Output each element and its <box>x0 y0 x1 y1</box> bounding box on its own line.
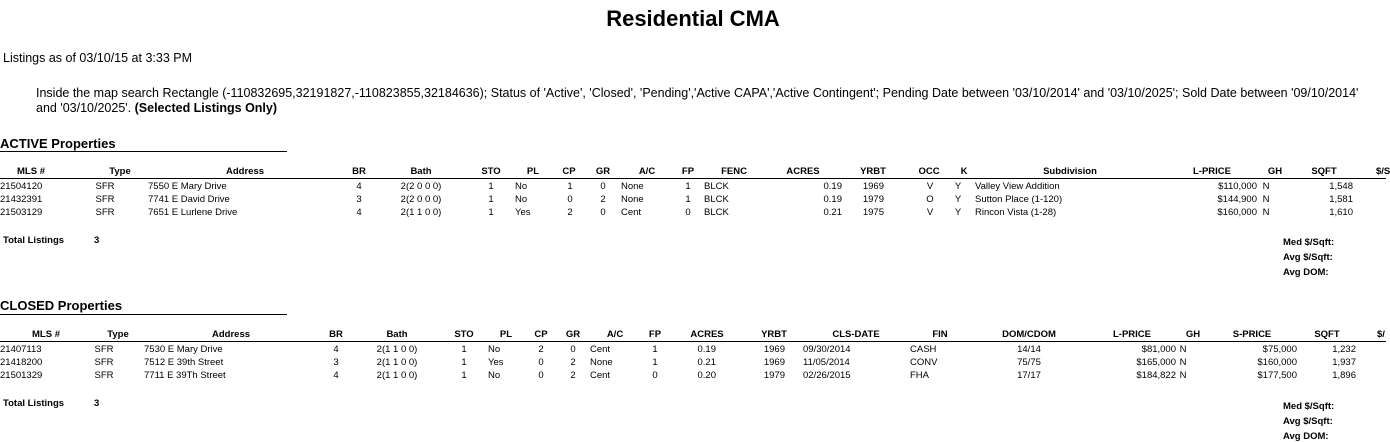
active-column-header: PL <box>526 166 540 177</box>
table-cell: Cent <box>621 207 642 218</box>
search-criteria <box>36 86 1381 116</box>
table-cell: No <box>488 344 501 355</box>
table-cell: 7550 E Mary Drive <box>148 181 227 192</box>
table-cell: Valley View Addition <box>975 181 1060 192</box>
table-cell: 4 <box>333 370 339 381</box>
table-cell: $184,822 <box>1136 370 1176 381</box>
table-cell: SFR <box>94 357 114 368</box>
table-cell: 0 <box>538 357 544 368</box>
active-column-header: L-PRICE <box>1193 166 1231 177</box>
table-cell: 1,896 <box>1332 370 1356 381</box>
closed-column-header: MLS # <box>32 329 60 340</box>
table-cell: 1,937 <box>1332 357 1356 368</box>
table-cell: None <box>621 194 644 205</box>
table-cell: N <box>1262 194 1270 205</box>
table-cell: $160,000 <box>1217 207 1257 218</box>
closed-column-header: S-PRICE <box>1232 329 1272 340</box>
table-cell: $165,000 <box>1136 357 1176 368</box>
table-cell: 2 <box>567 207 573 218</box>
table-cell: 0 <box>538 370 544 381</box>
table-cell: 1 <box>488 207 494 218</box>
active-column-header: FP <box>681 166 695 177</box>
closed-column-header: FIN <box>932 329 948 340</box>
active-column-header: BR <box>352 166 366 177</box>
active-column-header: YRBT <box>860 166 886 177</box>
active-column-header: ACRES <box>786 166 820 177</box>
closed-column-header: FP <box>648 329 662 340</box>
closed-column-header: YRBT <box>761 329 787 340</box>
closed-column-header: Bath <box>386 329 408 340</box>
table-cell: 4 <box>356 207 362 218</box>
table-cell: V <box>926 207 934 218</box>
table-cell: Cent <box>590 344 611 355</box>
table-cell: N <box>1262 181 1270 192</box>
closed-column-header: GR <box>565 329 581 340</box>
table-cell: 0.20 <box>697 370 716 381</box>
table-cell: Yes <box>488 357 504 368</box>
active-column-header: MLS # <box>17 166 45 177</box>
table-cell: 21503129 <box>0 207 43 218</box>
table-cell: 7741 E David Drive <box>148 194 230 205</box>
table-cell: O <box>926 194 934 205</box>
table-cell: BLCK <box>704 207 729 218</box>
table-cell: 2(1 1 0 0) <box>376 344 418 355</box>
active-column-header: Address <box>225 166 265 177</box>
table-cell: 1 <box>488 181 494 192</box>
table-cell: CONV <box>910 357 938 368</box>
active-column-header: Type <box>109 166 131 177</box>
active-column-header: A/C <box>638 166 656 177</box>
active-column-header: Bath <box>410 166 432 177</box>
table-cell: 1 <box>652 357 658 368</box>
table-cell: 0 <box>600 181 606 192</box>
table-cell: SFR <box>95 207 115 218</box>
table-cell: Yes <box>515 207 531 218</box>
table-cell: 21432391 <box>0 194 43 205</box>
closed-column-header: L-PRICE <box>1113 329 1151 340</box>
table-cell: $144,900 <box>1217 194 1257 205</box>
table-cell: 1 <box>461 357 467 368</box>
closed-column-header: DOM/CDOM <box>1002 329 1056 340</box>
active-total-value: 3 <box>94 235 100 246</box>
active-column-header: GR <box>595 166 611 177</box>
table-cell: 0 <box>652 370 658 381</box>
active-column-header: $/S <box>1376 166 1390 177</box>
table-cell: Rincon Vista (1-28) <box>975 207 1057 218</box>
table-cell: $177,500 <box>1257 370 1297 381</box>
closed-avg-dom: Avg DOM: <box>1283 431 1329 442</box>
table-cell: 1 <box>461 344 467 355</box>
table-cell: 1,610 <box>1329 207 1353 218</box>
active-heading-rule <box>0 151 287 152</box>
closed-column-header: STO <box>454 329 474 340</box>
active-avg-sqft: Avg $/Sqft: <box>1283 252 1333 263</box>
table-cell: SFR <box>95 181 115 192</box>
table-cell: 0.19 <box>823 181 842 192</box>
table-cell: 2(1 1 0 0) <box>376 370 418 381</box>
active-column-header: K <box>960 166 968 177</box>
table-cell: 0.21 <box>823 207 842 218</box>
closed-header-rule <box>0 341 1386 342</box>
table-cell: No <box>515 181 528 192</box>
table-cell: V <box>926 181 934 192</box>
table-cell: 1 <box>685 181 691 192</box>
active-med-sqft: Med $/Sqft: <box>1283 237 1335 248</box>
table-cell: 17/17 <box>1017 370 1041 381</box>
table-cell: 02/26/2015 <box>803 370 851 381</box>
table-cell: BLCK <box>704 194 729 205</box>
table-cell: 0 <box>685 207 691 218</box>
active-column-header: Subdivision <box>1043 166 1097 177</box>
closed-column-header: BR <box>329 329 343 340</box>
table-cell: FHA <box>910 370 929 381</box>
page-title: Residential CMA <box>606 6 780 31</box>
table-cell: SFR <box>95 194 115 205</box>
closed-column-header: A/C <box>606 329 624 340</box>
table-cell: 1975 <box>862 207 884 218</box>
table-cell: 4 <box>333 344 339 355</box>
table-cell: 1 <box>652 344 658 355</box>
table-cell: 0.19 <box>823 194 842 205</box>
table-cell: 3 <box>356 194 362 205</box>
closed-column-header: GH <box>1185 329 1201 340</box>
active-section-heading: ACTIVE Properties <box>0 136 116 151</box>
table-cell: 7711 E 39Th Street <box>144 370 226 381</box>
closed-column-header: Type <box>107 329 129 340</box>
table-cell: 1,232 <box>1332 344 1356 355</box>
table-cell: 7530 E Mary Drive <box>144 344 223 355</box>
table-cell: Y <box>954 181 962 192</box>
table-cell: 2(2 0 0 0) <box>400 194 442 205</box>
table-cell: N <box>1179 357 1187 368</box>
criteria-selected-only: (Selected Listings Only) <box>134 101 278 115</box>
table-cell: 0 <box>570 344 576 355</box>
table-cell: 2(1 1 0 0) <box>400 207 442 218</box>
table-cell: 1 <box>685 194 691 205</box>
table-cell: 21418200 <box>0 357 43 368</box>
table-cell: 1,581 <box>1329 194 1353 205</box>
table-cell: 1979 <box>763 370 785 381</box>
closed-med-sqft: Med $/Sqft: <box>1283 401 1335 412</box>
closed-column-header: CP <box>534 329 548 340</box>
closed-column-header: ACRES <box>690 329 724 340</box>
active-header-rule <box>0 178 1386 179</box>
table-cell: 1969 <box>763 344 785 355</box>
closed-heading-rule <box>0 314 287 315</box>
table-cell: 1979 <box>862 194 884 205</box>
closed-column-header: $/ <box>1377 329 1385 340</box>
active-column-header: CP <box>562 166 576 177</box>
table-cell: N <box>1179 370 1187 381</box>
table-cell: 1969 <box>763 357 785 368</box>
table-cell: 2 <box>570 370 576 381</box>
table-cell: BLCK <box>704 181 729 192</box>
table-cell: 14/14 <box>1017 344 1041 355</box>
table-cell: 09/30/2014 <box>803 344 851 355</box>
active-column-header: SQFT <box>1311 166 1337 177</box>
closed-column-header: SQFT <box>1314 329 1340 340</box>
table-cell: 0 <box>567 194 573 205</box>
table-cell: 7651 E Lurlene Drive <box>148 207 238 218</box>
closed-section-heading: CLOSED Properties <box>0 298 123 313</box>
table-cell: 11/05/2014 <box>803 357 850 368</box>
table-cell: $75,000 <box>1262 344 1297 355</box>
table-cell: Cent <box>590 370 611 381</box>
closed-avg-sqft: Avg $/Sqft: <box>1283 416 1333 427</box>
table-cell: SFR <box>94 344 114 355</box>
closed-column-header: PL <box>499 329 513 340</box>
table-cell: 1,548 <box>1329 181 1353 192</box>
closed-total-value: 3 <box>94 398 100 409</box>
table-cell: 0 <box>600 207 606 218</box>
table-cell: 4 <box>356 181 362 192</box>
table-cell: 0.19 <box>697 344 716 355</box>
table-cell: 1 <box>488 194 494 205</box>
table-cell: 2 <box>600 194 606 205</box>
active-column-header: STO <box>481 166 501 177</box>
active-column-header: OCC <box>918 166 940 177</box>
closed-column-header: Address <box>211 329 251 340</box>
table-cell: N <box>1262 207 1270 218</box>
active-column-header: FENC <box>721 166 747 177</box>
closed-total-label: Total Listings <box>3 398 65 409</box>
table-cell: 1969 <box>862 181 884 192</box>
table-cell: Sutton Place (1-120) <box>975 194 1063 205</box>
table-cell: 2 <box>538 344 544 355</box>
table-cell: CASH <box>910 344 937 355</box>
table-cell: None <box>590 357 613 368</box>
table-cell: 21501329 <box>0 370 43 381</box>
table-cell: 1 <box>567 181 573 192</box>
table-cell: 75/75 <box>1017 357 1041 368</box>
table-cell: $110,000 <box>1218 181 1257 192</box>
active-total-label: Total Listings <box>3 235 65 246</box>
table-cell: 21504120 <box>0 181 43 192</box>
table-cell: $160,000 <box>1257 357 1297 368</box>
table-cell: None <box>621 181 644 192</box>
table-cell: No <box>515 194 528 205</box>
table-cell: N <box>1179 344 1187 355</box>
active-avg-dom: Avg DOM: <box>1283 267 1329 278</box>
active-column-header: GH <box>1267 166 1283 177</box>
table-cell: 3 <box>333 357 339 368</box>
criteria-text: Inside the map search Rectangle (-110832695,32191827,-110823855,32184636); Status of 'Active', 'Closed', 'Pending','Active CAPA','Active Contingent'; Pending Date between '03/10/2014' and '03/10/2025'; Sold Date between '09/10/2014' and '03/10/2025'. <box>36 86 1359 115</box>
table-cell: 1 <box>461 370 467 381</box>
table-cell: 2(1 1 0 0) <box>376 357 418 368</box>
closed-column-header: CLS-DATE <box>832 329 880 340</box>
listings-as-of: Listings as of 03/10/15 at 3:33 PM <box>3 51 193 65</box>
table-cell: No <box>488 370 501 381</box>
table-cell: 21407113 <box>0 344 42 355</box>
table-cell: 7512 E 39th Street <box>144 357 224 368</box>
table-cell: 2(2 0 0 0) <box>400 181 442 192</box>
table-cell: SFR <box>94 370 114 381</box>
table-cell: 2 <box>570 357 576 368</box>
table-cell: Y <box>954 194 962 205</box>
table-cell: Y <box>954 207 962 218</box>
table-cell: 0.21 <box>697 357 716 368</box>
table-cell: $81,000 <box>1141 344 1176 355</box>
